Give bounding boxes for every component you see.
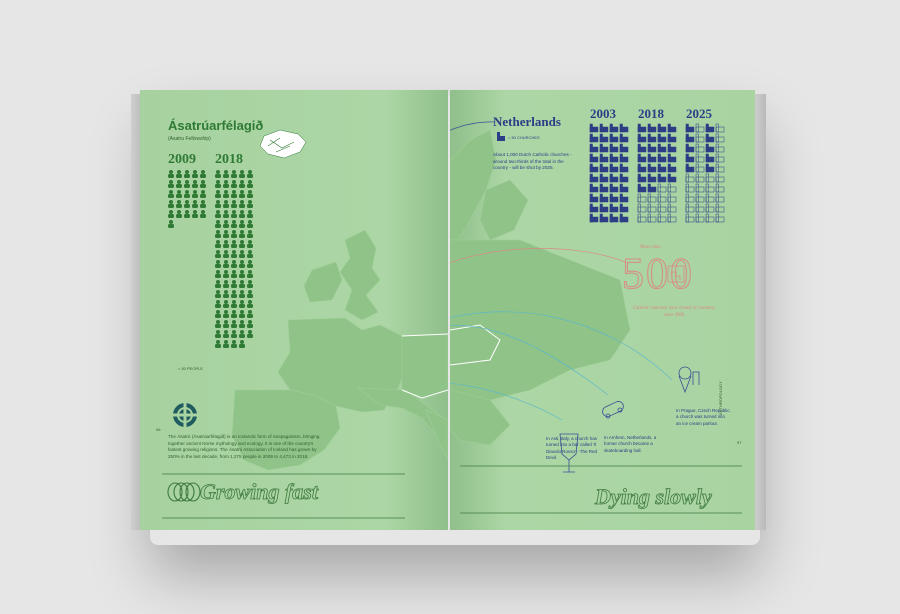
church-legend-icon: [497, 132, 505, 141]
big-number: 500: [622, 249, 694, 298]
intro-text: About 1,000 Dutch Catholic churches - around two-thirds of the total in the country - will be shut by 2025.: [493, 152, 572, 170]
skateboard-icon: [601, 400, 625, 418]
left-page: [140, 90, 448, 530]
footer-title: Dying slowly: [595, 484, 712, 509]
right-page-number: 97: [737, 440, 742, 445]
people-icons-2018: [215, 170, 253, 348]
running-head: ANTHROPOLOGY: [718, 381, 723, 415]
church-icon-grid: [590, 124, 724, 222]
body-paragraph: The Ásatrú (Ásatrúarfélagið) is an Icelandic form of neopaganism, bringing together ancient Norse mythology and ecology. It is one of the country's fastest growing religions. The Ásatrú Association of Iceland has grown by 250% in the last decade, from 1,275 people in 2009 to 4,473 in 2018.: [168, 434, 320, 459]
asti-note: In Asti, Italy, a church has turned into a bar called 'Il Diavolo Rosso' - The Red Devil.: [546, 436, 598, 460]
year-2018-label: 2018: [638, 106, 664, 121]
footer-title: Growing fast: [200, 479, 318, 504]
arnhem-note: In Arnhem, Netherlands, a former church became a skateboarding hall.: [604, 435, 657, 453]
page-heading: Ásatrúarfélagið: [168, 118, 264, 133]
people-legend: = 50 PEOPLE: [178, 366, 204, 371]
right-page-edge: [754, 94, 766, 530]
eastern-europe-shape: [450, 240, 630, 400]
year-2018-label: 2018: [215, 152, 243, 167]
right-page: [450, 90, 755, 530]
prague-note: In Prague, Czech Republic, a church was turned into an ice cream parlour.: [676, 408, 731, 426]
left-page-number: 96: [156, 427, 161, 432]
more-than-label: More than: [640, 245, 661, 250]
year-2025-label: 2025: [686, 106, 712, 121]
year-2009-label: 2009: [168, 152, 196, 167]
sunwheel-cross-icon: [173, 403, 197, 427]
balkans-shape: [450, 390, 510, 445]
great-britain-shape: [340, 230, 380, 320]
finland-shape: [480, 180, 528, 240]
ice-cream-icon: [679, 367, 699, 392]
germany-caption: Catholic churches have closed in Germany since 2000: [632, 306, 716, 318]
growth-rings-decoration: [168, 483, 200, 501]
people-icons-2009: [168, 170, 206, 228]
iceland-shape: [260, 130, 306, 158]
italy-boot-shape: [426, 410, 448, 460]
church-legend: = 50 CHURCHES: [508, 135, 540, 140]
year-2003-label: 2003: [590, 106, 616, 121]
central-europe-shape: [402, 334, 448, 398]
ireland-shape: [304, 262, 342, 302]
page-subheading: (Asatru Fellowship): [168, 136, 211, 142]
country-heading: Netherlands: [493, 114, 561, 129]
